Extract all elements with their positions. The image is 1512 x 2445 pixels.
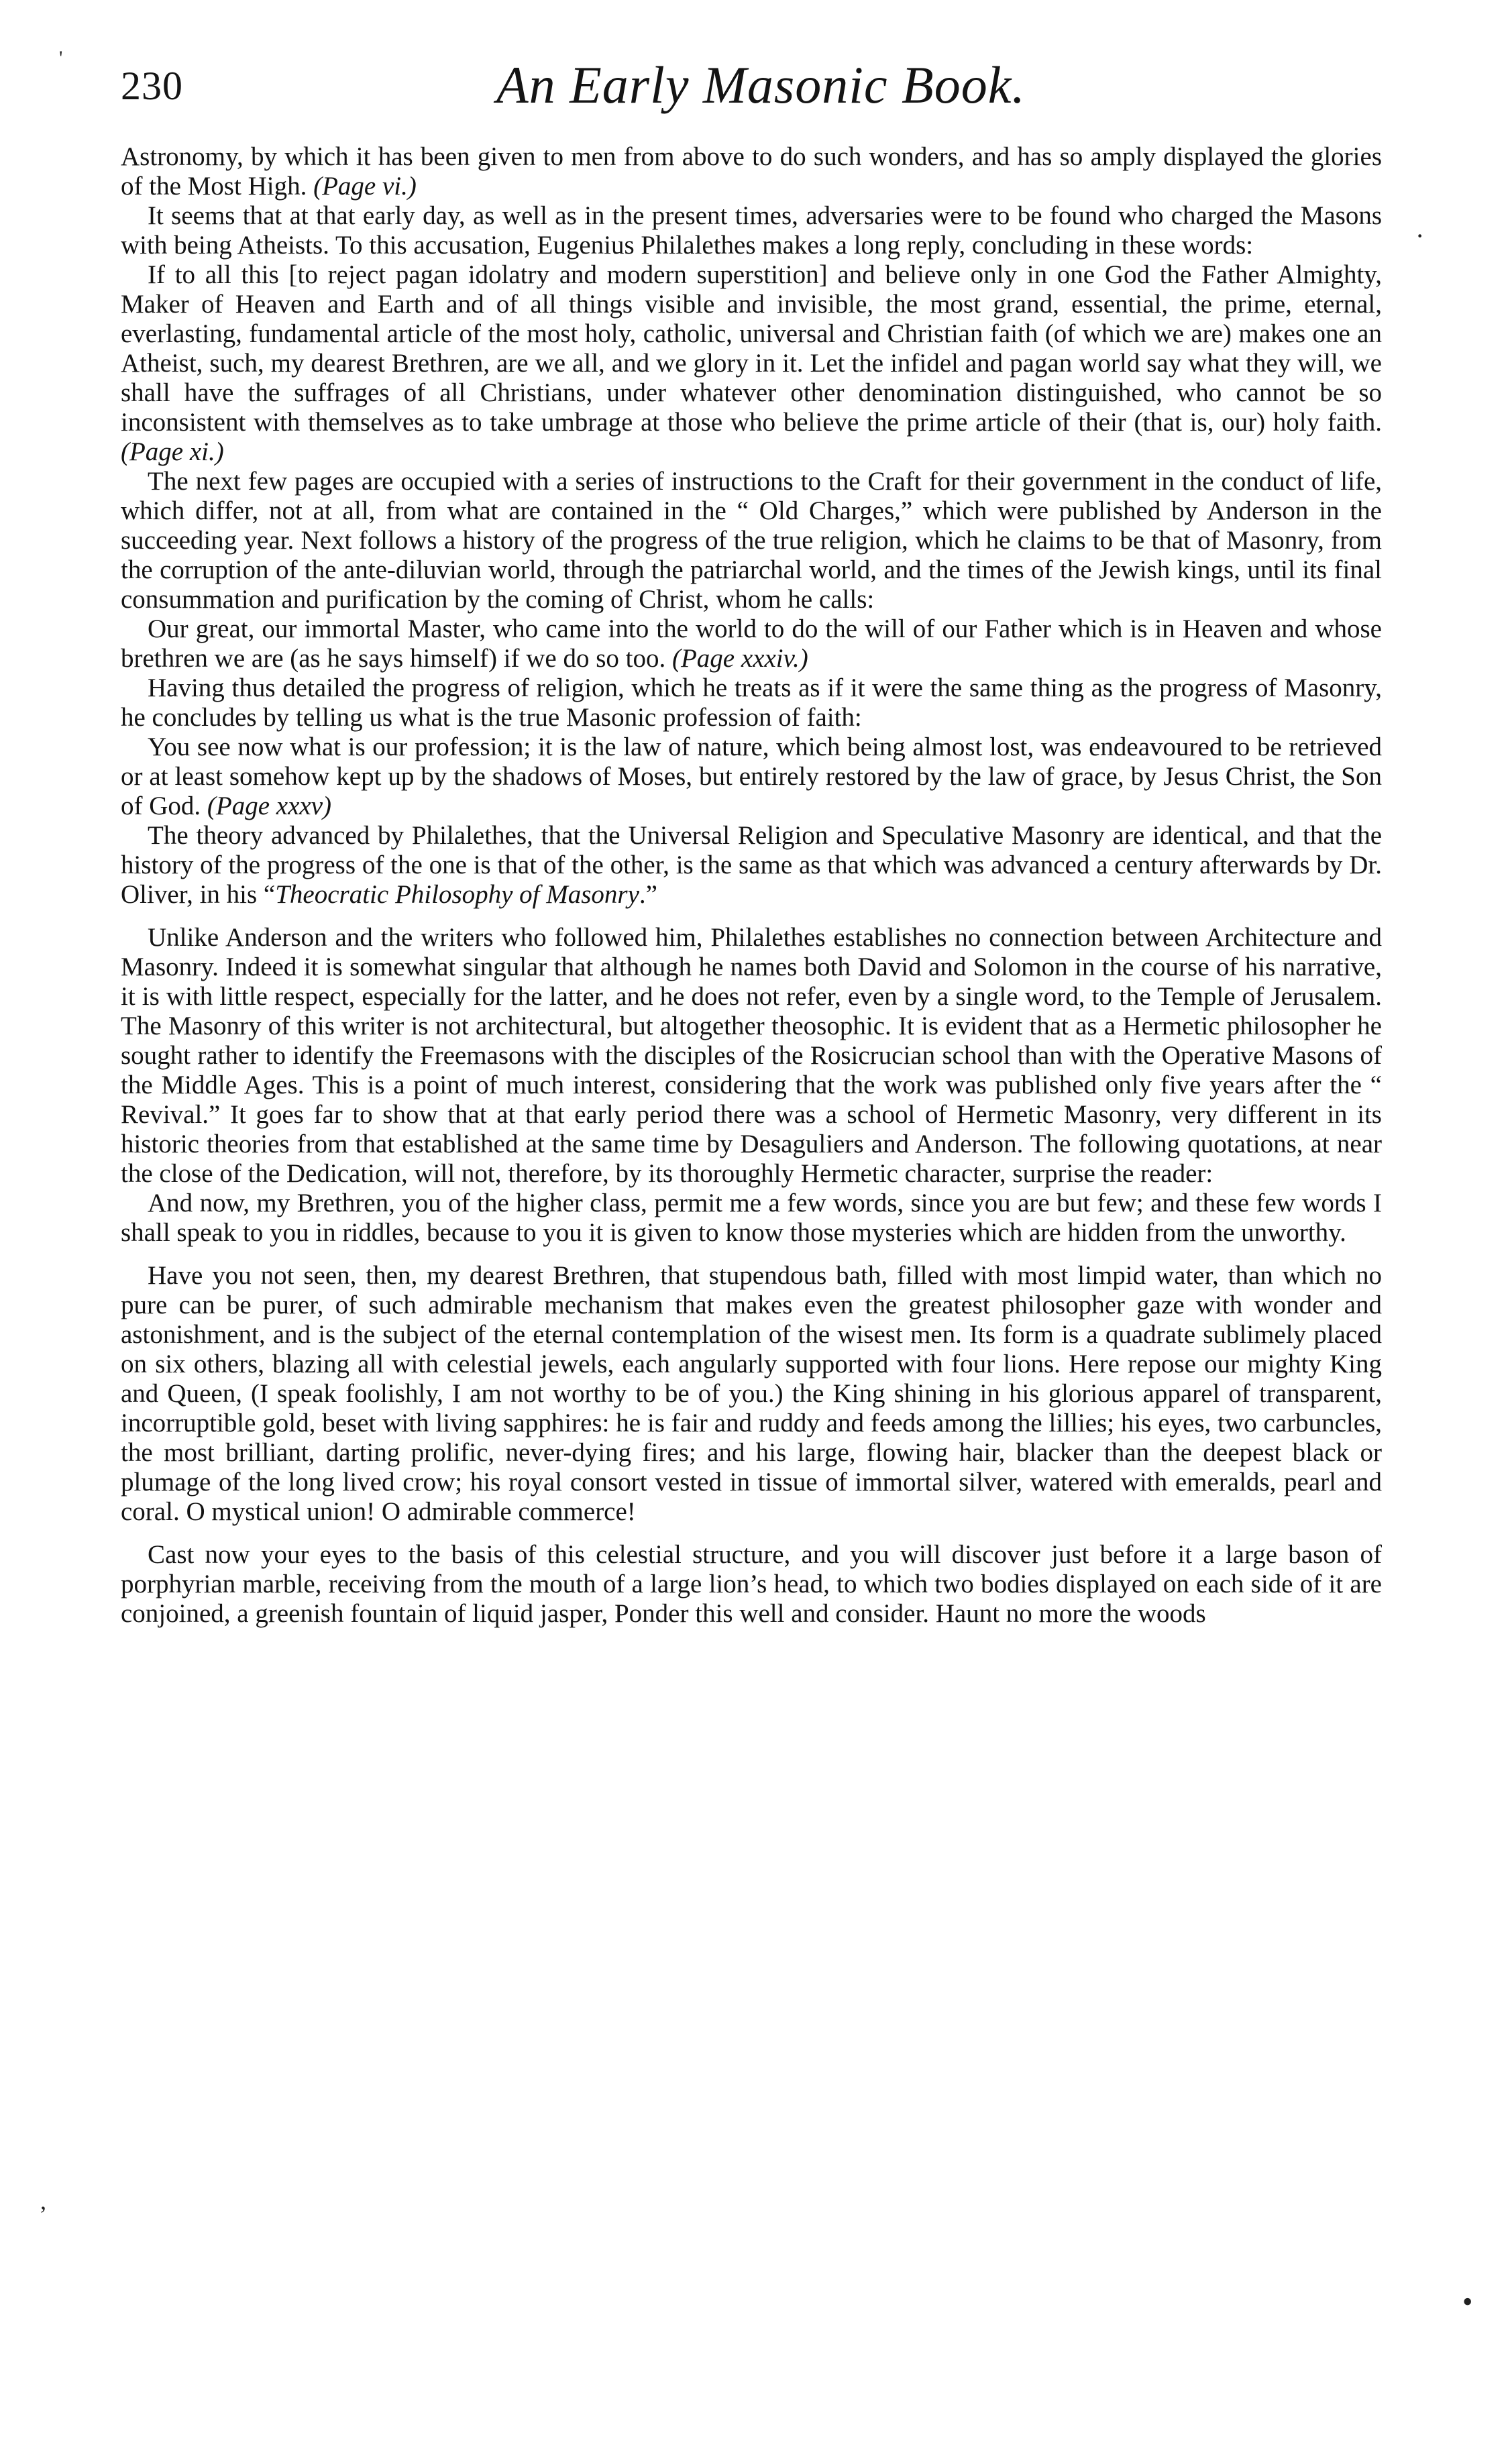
paragraph-text: You see now what is our profession; it is the law of nature, which being almost lost, was endeavoured to be retrieved or at least somehow kept up by the shadows of Moses, but entirely restored by the law of grace, by Jesus Christ, the Son of God. (121, 732, 1382, 820)
page-number: 230 (121, 64, 183, 108)
paragraph (121, 923, 1382, 1189)
margin-dot: • (1462, 2285, 1473, 2318)
paragraph-text: Astronomy, by which it has been given to men from above to do such wonders, and has so amply displayed the glories of the Most High. (121, 142, 1382, 201)
body-text (121, 142, 1382, 1629)
paragraph-text: If to all this [to reject pagan idolatry and modern superstition] and believe only in one God the Father Almighty, Maker of Heaven and Earth and of all things visible and invisible, the most grand, essential, the prime, eternal, everlasting, fundamental article of the most holy, catholic, universal and Christian faith (of which we are) makes one an Atheist, such, my dearest Brethren, are we all, and we glory in it. Let the infidel and pagan world say what they will, we shall have the suffrages of all Christians, under whatever other denomination distinguished, who cannot be so inconsistent with themselves as to take umbrage at those who believe the prime article of their (that is, our) holy faith. (121, 260, 1382, 437)
margin-tick: , (40, 2187, 46, 2214)
page-citation: (Page vi.) (313, 172, 417, 201)
paragraph-text: Unlike Anderson and the writers who followed him, Philalethes establishes no connection between Architecture and Masonry. Indeed it is somewhat singular that although he names both David and Solomon in the course of his narrative, it is with little respect, especially for the latter, and he does not refer, even by a single word, to the Temple of Jerusalem. The Masonry of this writer is not architectural, but altogether theosophic. It is evident that as a Hermetic philosopher he sought rather to identify the Freemasons with the disciples of the Rosicrucian school than with the Operative Masons of the Middle Ages. This is a point of much interest, considering that the work was published only five years after the “ Revival.” It goes far to show that at that early period there was a school of Hermetic Masonry, very different in its historic theories from that established at the same time by Desaguliers and Anderson. The following quotations, at near the close of the Dedication, will not, therefore, by its thoroughly Hermetic character, surprise the reader: (121, 923, 1382, 1188)
paragraph (121, 821, 1382, 910)
page-citation: (Page xxxv) (207, 792, 332, 820)
book-title: Theocratic Philosophy of Masonry (275, 880, 639, 909)
quoted-paragraph (121, 614, 1382, 673)
paragraph-text: Cast now your eyes to the basis of this celestial structure, and you will discover just before it a large bason of porphyrian marble, receiving from the mouth of a large lion’s head, to which two bodies displayed on each side of it are conjoined, a greenish fountain of liquid jasper, Ponder this well and consider. Haunt no more the woods (121, 1540, 1382, 1628)
quoted-paragraph (121, 1261, 1382, 1527)
running-title: An Early Masonic Book. (496, 56, 1026, 114)
paragraph-text: Having thus detailed the progress of religion, which he treats as if it were the same thing as the progress of Masonry, he concludes by telling us what is the true Masonic profession of faith: (121, 673, 1382, 732)
quoted-paragraph (121, 260, 1382, 467)
paragraph-text: Have you not seen, then, my dearest Brethren, that stupendous bath, filled with most limpid water, than which no pure can be purer, of such admirable mechanism that makes even the greatest philosopher gaze with wonder and astonishment, and is the subject of the eternal contemplation of the wisest men. Its form is a quadrate sublimely placed on six others, blazing all with celestial jewels, each angularly supported with four lions. Here repose our mighty King and Queen, (I speak foolishly, I am not worthy to be of you.) the King shining in his glorious apparel of transparent, incorruptible gold, beset with living sapphires: he is fair and ruddy and feeds among the lillies; his eyes, two carbuncles, the most brilliant, darting prolific, never-dying fires; and his large, flowing hair, blacker than the deepest black or plumage of the long lived crow; his royal consort vested in tissue of immortal silver, watered with emeralds, pearl and coral. O mystical union! O admirable commerce! (121, 1261, 1382, 1526)
paragraph-text: The next few pages are occupied with a series of instructions to the Craft for their government in the conduct of life, which differ, not at all, from what are contained in the “ Old Charges,” which were published by Anderson in the succeeding year. Next follows a history of the progress of the true religion, which he claims to be that of Masonry, from the corruption of the ante-diluvian world, through the patriarchal world, and the times of the Jewish kings, until its final consummation and purification by the coming of Christ, whom he calls: (121, 467, 1382, 614)
quoted-paragraph (121, 732, 1382, 821)
paragraph-text: Our great, our immortal Master, who came into the world to do the will of our Father which is in Heaven and whose brethren we are (as he says himself) if we do so too. (121, 614, 1382, 673)
margin-dot: · (1415, 221, 1425, 251)
paragraph-text: .” (639, 880, 657, 909)
paragraph (121, 201, 1382, 260)
running-head (121, 55, 1382, 142)
paragraph (121, 142, 1382, 201)
quoted-paragraph (121, 1540, 1382, 1629)
paragraph-text: And now, my Brethren, you of the higher class, permit me a few words, since you are but few; and these few words I shall speak to you in riddles, because to you it is given to know those mysteries which are hidden from the unworthy. (121, 1189, 1382, 1247)
quoted-paragraph (121, 1189, 1382, 1248)
paragraph (121, 467, 1382, 614)
paragraph (121, 673, 1382, 732)
page-citation: (Page xxxiv.) (672, 644, 808, 673)
book-page (121, 55, 1382, 1629)
paragraph-text: The theory advanced by Philalethes, that the Universal Religion and Speculative Masonry are identical, and that the history of the progress of the one is that of the other, is the same as that which was advanced a century afterwards by Dr. Oliver, in his “ (121, 821, 1382, 909)
margin-tick: ' (59, 47, 63, 69)
page-citation: (Page xi.) (121, 437, 224, 466)
paragraph-text: It seems that at that early day, as well as in the present times, adversaries were to be found who charged the Masons with being Atheists. To this accusation, Eugenius Philalethes makes a long reply, concluding in these words: (121, 201, 1382, 260)
